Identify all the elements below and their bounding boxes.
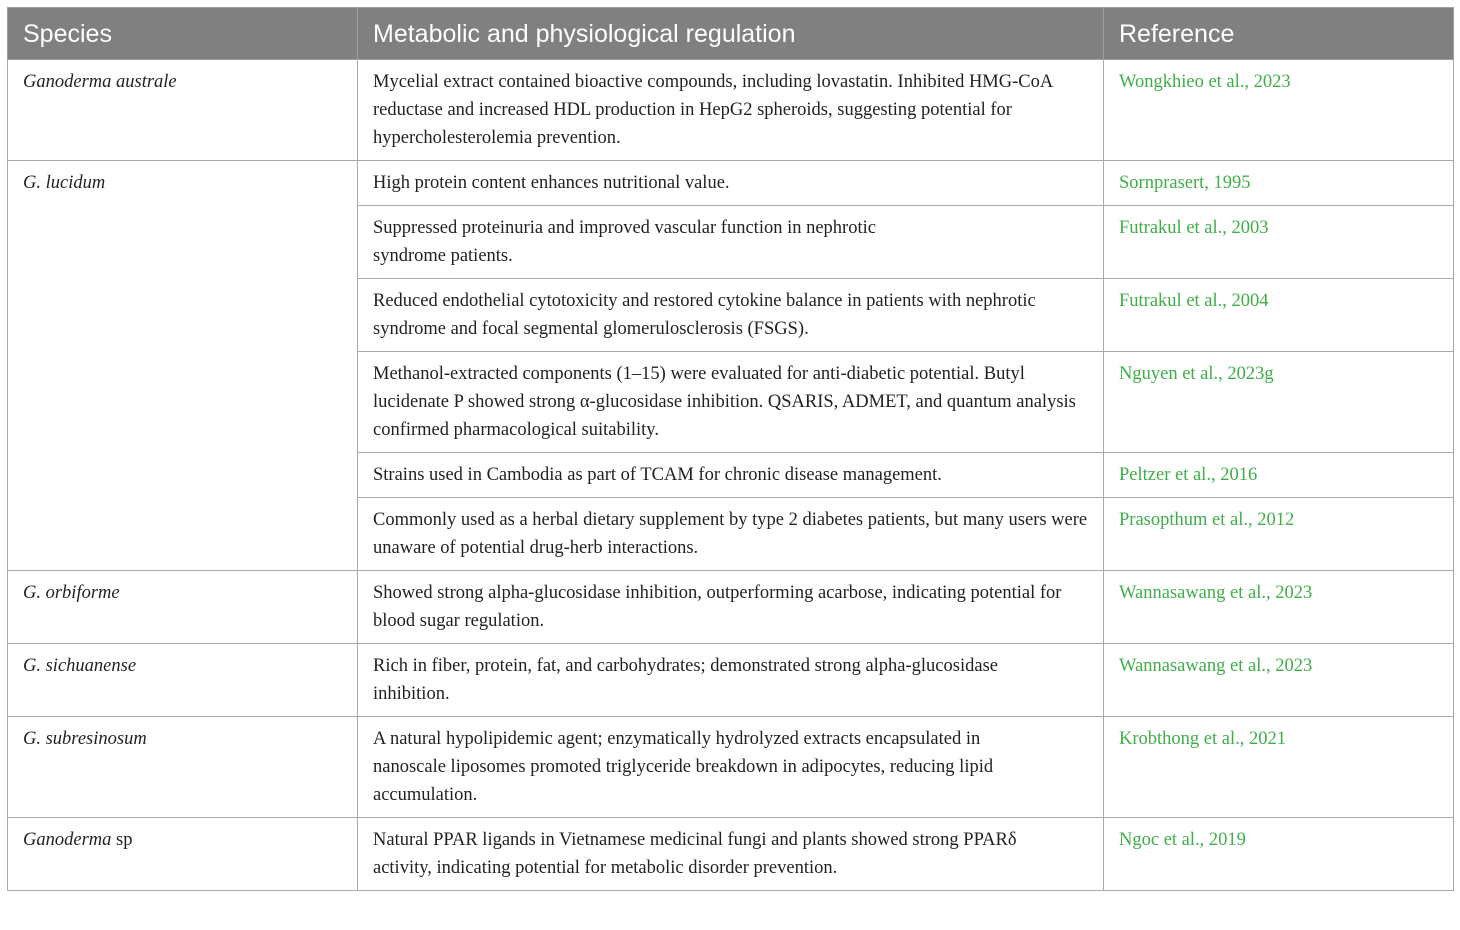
table-row xyxy=(8,644,1454,717)
table-row xyxy=(8,571,1454,644)
regulation-cell: Mycelial extract contained bioactive compounds, including lovastatin. Inhibited HMG-CoA reductase and increased HDL production in HepG2 spheroids, suggesting potential for hypercholesterolemia prevention. xyxy=(358,60,1104,161)
reference-link[interactable]: Ngoc et al., 2019 xyxy=(1104,818,1454,891)
header-row xyxy=(8,8,1454,60)
reference-link[interactable]: Peltzer et al., 2016 xyxy=(1104,453,1454,498)
species-suffix: sp xyxy=(116,830,133,850)
reference-link[interactable]: Nguyen et al., 2023g xyxy=(1104,352,1454,453)
species-cell: Ganoderma australe xyxy=(8,60,358,161)
regulation-cell: Methanol-extracted components (1–15) were evaluated for anti-diabetic potential. Butyl lucidenate P showed strong α-glucosidase inhibition. QSARIS, ADMET, and quantum analysis confirmed pharmacological suitability. xyxy=(358,352,1104,453)
reference-link[interactable]: Wannasawang et al., 2023 xyxy=(1104,644,1454,717)
table-row xyxy=(8,818,1454,891)
regulation-cell: Rich in fiber, protein, fat, and carbohydrates; demonstrated strong alpha-glucosidase inhibition. xyxy=(358,644,1104,717)
metabolic-regulation-table xyxy=(7,7,1454,891)
regulation-cell: A natural hypolipidemic agent; enzymatically hydrolyzed extracts encapsulated in nanoscale liposomes promoted triglyceride breakdown in adipocytes, reducing lipid accumulation. xyxy=(358,717,1104,818)
species-genus: Ganoderma sp xyxy=(23,830,133,850)
reference-link[interactable]: Wongkhieo et al., 2023 xyxy=(1104,60,1454,161)
reference-link[interactable]: Futrakul et al., 2004 xyxy=(1104,279,1454,352)
reference-link[interactable]: Sornprasert, 1995 xyxy=(1104,161,1454,206)
regulation-cell: Suppressed proteinuria and improved vascular function in nephrotic syndrome patients. xyxy=(358,206,1104,279)
regulation-cell: Showed strong alpha-glucosidase inhibition, outperforming acarbose, indicating potential for blood sugar regulation. xyxy=(358,571,1104,644)
species-cell: G. orbiforme xyxy=(8,571,358,644)
reference-link[interactable]: Wannasawang et al., 2023 xyxy=(1104,571,1454,644)
species-cell xyxy=(8,818,358,891)
regulation-cell: Commonly used as a herbal dietary supplement by type 2 diabetes patients, but many users were unaware of potential drug-herb interactions. xyxy=(358,498,1104,571)
table-row xyxy=(8,717,1454,818)
regulation-cell: Strains used in Cambodia as part of TCAM for chronic disease management. xyxy=(358,453,1104,498)
species-cell: G. subresinosum xyxy=(8,717,358,818)
species-cell: G. lucidum xyxy=(8,161,358,571)
species-cell: G. sichuanense xyxy=(8,644,358,717)
header-species: Species xyxy=(8,8,358,60)
regulation-cell: High protein content enhances nutritional value. xyxy=(358,161,1104,206)
reference-link[interactable]: Krobthong et al., 2021 xyxy=(1104,717,1454,818)
table-row xyxy=(8,60,1454,161)
reference-link[interactable]: Prasopthum et al., 2012 xyxy=(1104,498,1454,571)
regulation-cell: Natural PPAR ligands in Vietnamese medicinal fungi and plants showed strong PPARδ activity, indicating potential for metabolic disorder prevention. xyxy=(358,818,1104,891)
header-regulation: Metabolic and physiological regulation xyxy=(358,8,1104,60)
regulation-cell: Reduced endothelial cytotoxicity and restored cytokine balance in patients with nephrotic syndrome and focal segmental glomerulosclerosis (FSGS). xyxy=(358,279,1104,352)
reference-link[interactable]: Futrakul et al., 2003 xyxy=(1104,206,1454,279)
table-row xyxy=(8,161,1454,206)
header-reference: Reference xyxy=(1104,8,1454,60)
